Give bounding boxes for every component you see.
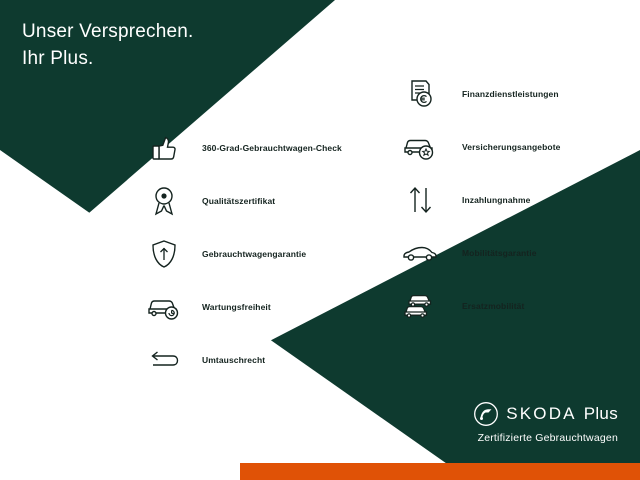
- document-euro-icon: [396, 72, 444, 116]
- feature-label: 360-Grad-Gebrauchtwagen-Check: [202, 143, 342, 153]
- feature-item-insurance: [396, 121, 560, 173]
- feature-item-maintenance: [140, 281, 342, 333]
- feature-item-mobility: [396, 227, 560, 279]
- car-service-icon: [140, 285, 188, 329]
- brand-logo: [473, 401, 618, 444]
- headline-line-2: Ihr Plus.: [22, 48, 94, 69]
- feature-list-left: [140, 122, 342, 387]
- logo-subtitle: Zertifizierte Gebrauchtwagen: [477, 432, 618, 444]
- feature-label: Inzahlungnahme: [462, 195, 531, 205]
- car-side-icon: [396, 231, 444, 275]
- up-down-arrows-icon: [396, 178, 444, 222]
- feature-item-warranty: [140, 228, 342, 280]
- feature-label: Wartungsfreiheit: [202, 302, 271, 312]
- orange-accent-bar: [0, 463, 640, 480]
- feature-label: Gebrauchtwagengarantie: [202, 249, 307, 259]
- feature-label: Finanzdienstleistungen: [462, 89, 559, 99]
- feature-item-tradein: [396, 174, 560, 226]
- headline-line-1: Unser Versprechen.: [22, 21, 194, 42]
- feature-item-check: [140, 122, 342, 174]
- shield-icon: [140, 232, 188, 276]
- quality-seal-icon: [140, 179, 188, 223]
- feature-item-financing: [396, 68, 560, 120]
- feature-item-replacement: [396, 280, 560, 332]
- feature-label: Mobilitätsgarantie: [462, 248, 537, 258]
- feature-item-exchange: [140, 334, 342, 386]
- skoda-wordmark: SKODA: [506, 404, 577, 423]
- thumbs-up-icon: [140, 126, 188, 170]
- orange-bar-white-cut: [0, 463, 240, 480]
- two-cars-icon: [396, 284, 444, 328]
- feature-list-right: [396, 68, 560, 333]
- skoda-winged-arrow-icon: [473, 401, 499, 427]
- feature-label: Umtauschrecht: [202, 355, 266, 365]
- feature-item-quality: [140, 175, 342, 227]
- skoda-plus-label: Plus: [583, 404, 618, 423]
- headline: [22, 18, 194, 72]
- car-star-icon: [396, 125, 444, 169]
- feature-label: Ersatzmobilität: [462, 301, 525, 311]
- feature-label: Qualitätszertifikat: [202, 196, 276, 206]
- return-arrow-icon: [140, 338, 188, 382]
- feature-label: Versicherungsangebote: [462, 142, 561, 152]
